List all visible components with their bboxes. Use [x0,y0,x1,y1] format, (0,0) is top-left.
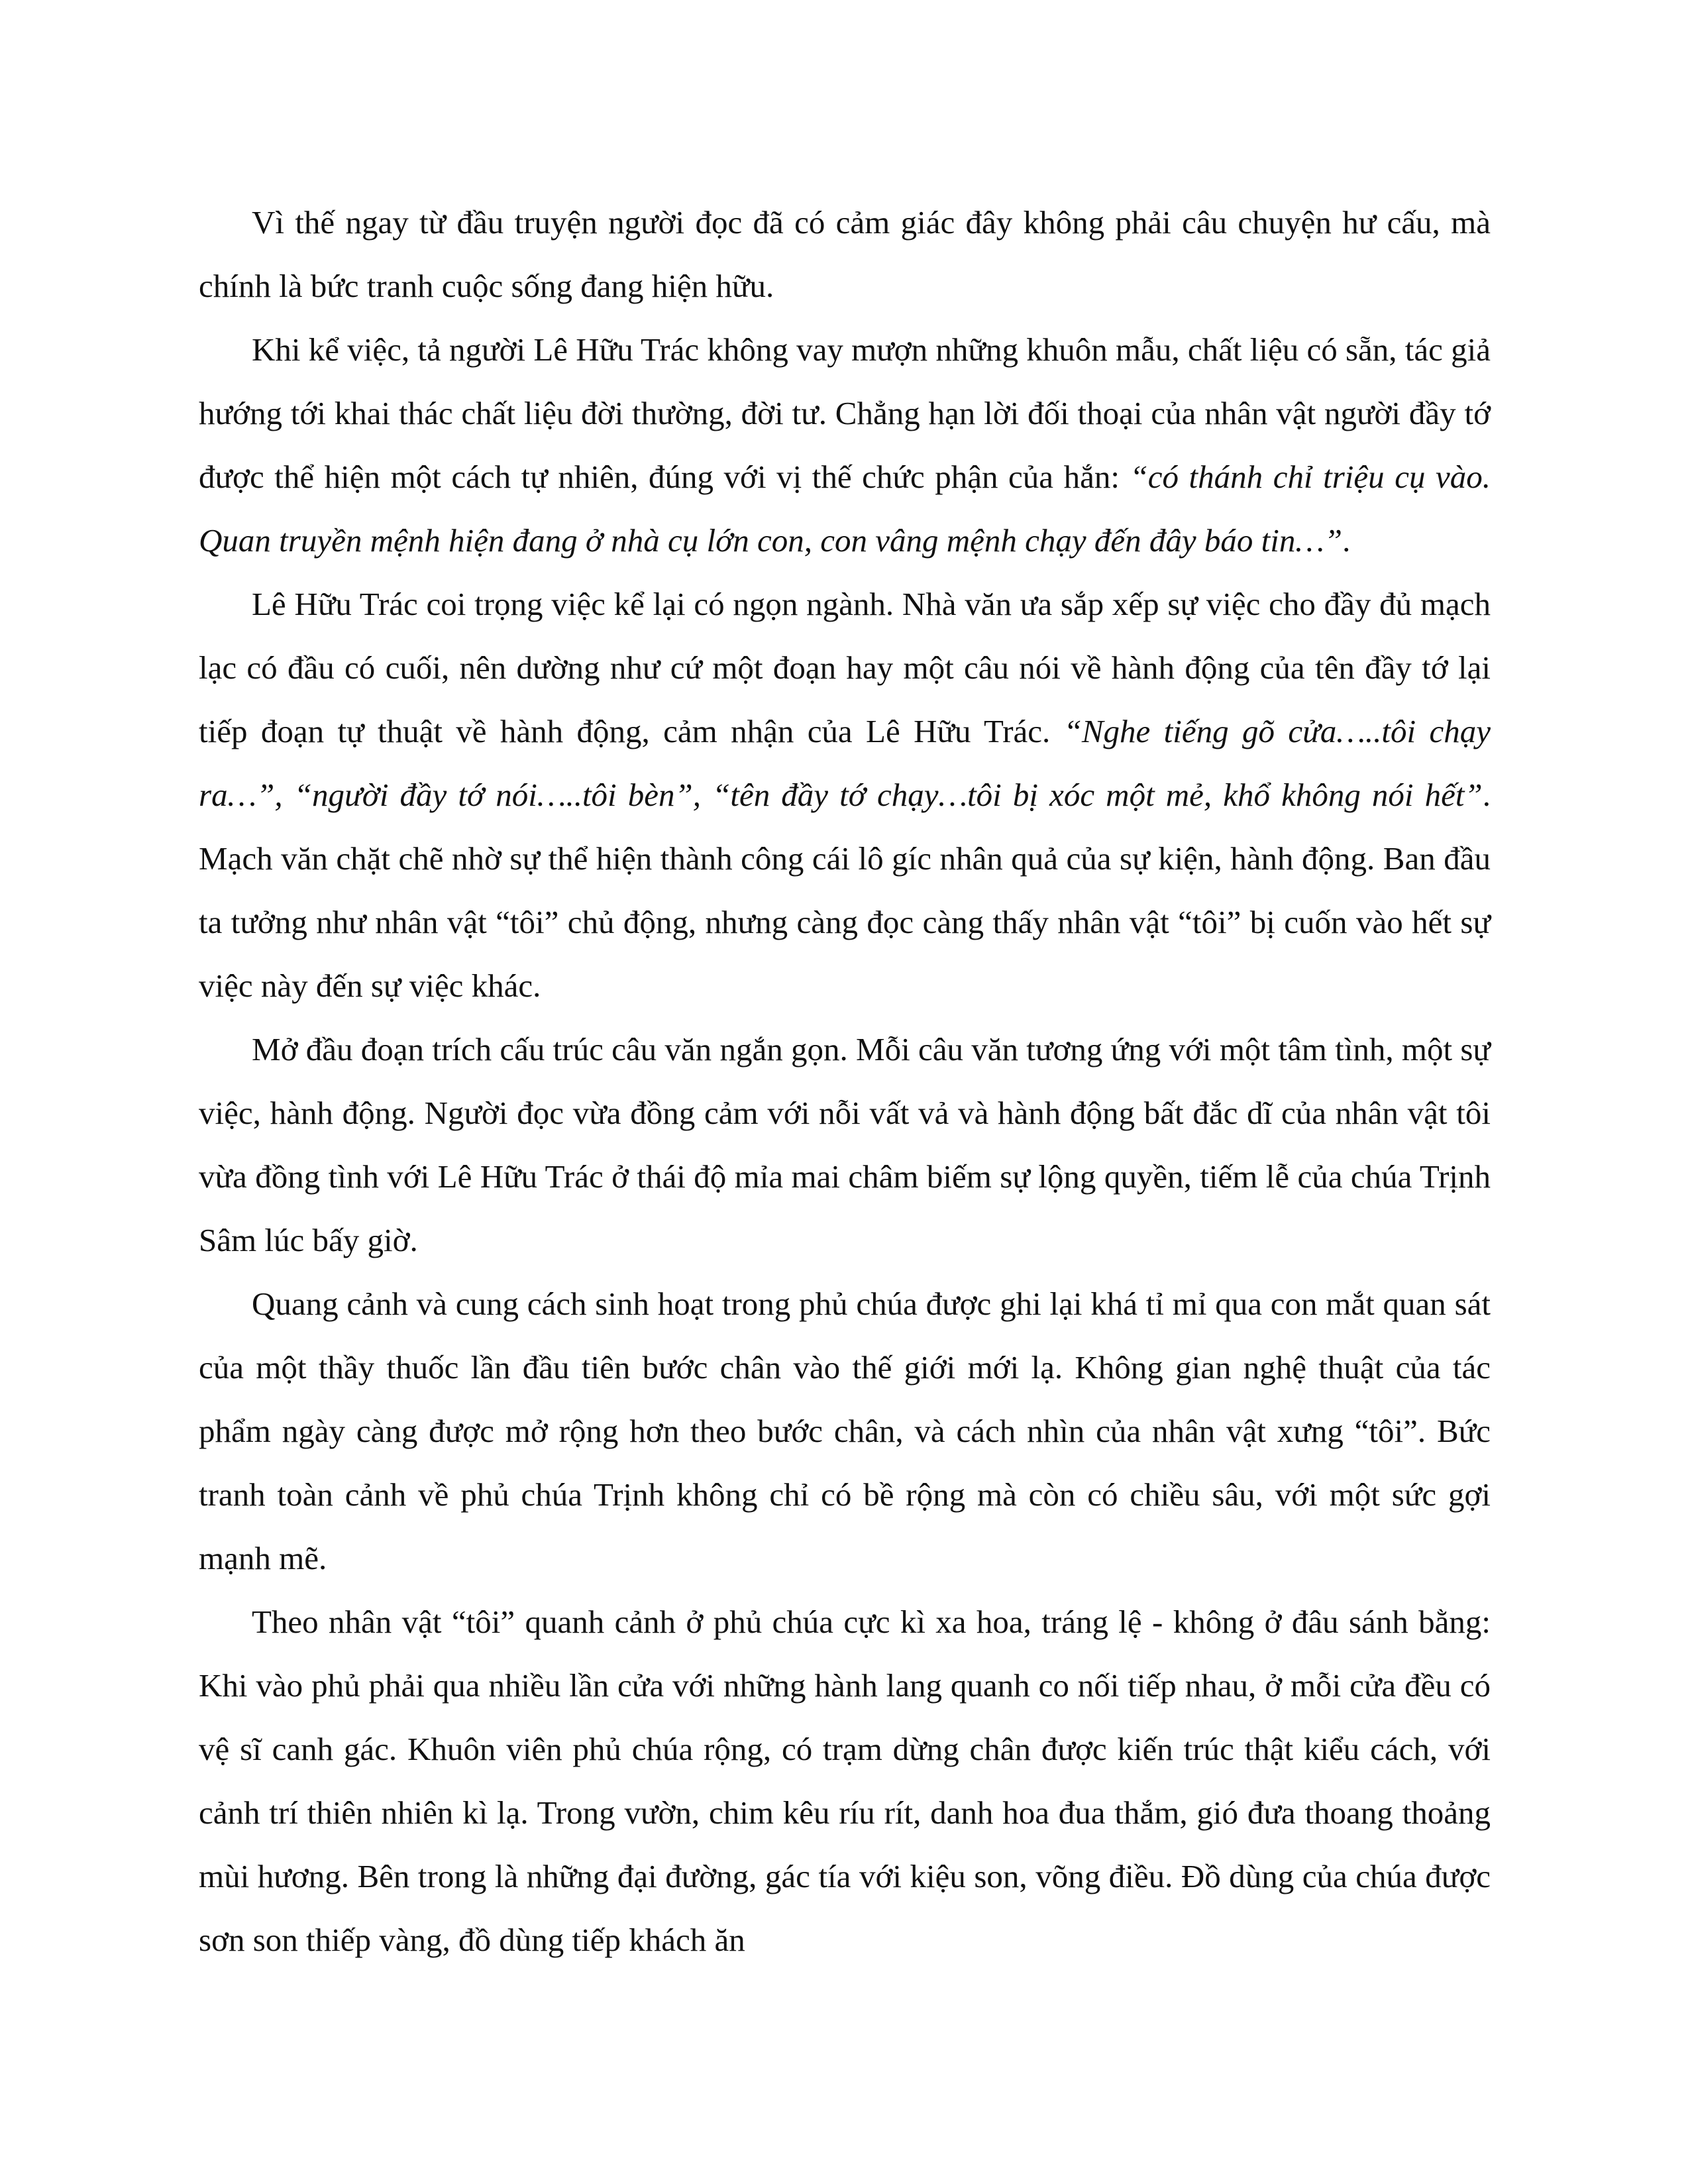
paragraph-6-text: Theo nhân vật “tôi” quanh cảnh ở phủ chúa cực kì xa hoa, tráng lệ - không ở đâu sánh bằng: Khi vào phủ phải qua nhiều lần cửa với những hành lang quanh co nối tiếp nhau, ở mỗi cửa đều có vệ sĩ canh gác. Khuôn viên phủ chúa rộng, có trạm dừng chân được kiến trúc thật kiểu cách, với cảnh trí thiên nhiên kì lạ. Trong vườn, chim kêu ríu rít, danh hoa đua thắm, gió đưa thoang thoảng mùi hương. Bên trong là những đại đường, gác tía với kiệu son, võng điều. Đồ dùng của chúa được sơn son thiếp vàng, đồ dùng tiếp khách ăn [199,1604,1491,1958]
paragraph-2-text: Khi kể việc, tả người Lê Hữu Trác không vay mượn những khuôn mẫu, chất liệu có sẵn, tác giả hướng tới khai thác chất liệu đời thường, đời tư. Chẳng hạn lời đối thoại của nhân vật người đầy tớ được thể hiện một cách tự nhiên, đúng với vị thế chức phận của hắn: [199,331,1491,495]
paragraph-5-text: Quang cảnh và cung cách sinh hoạt trong phủ chúa được ghi lại khá tỉ mỉ qua con mắt quan sát của một thầy thuốc lần đầu tiên bước chân vào thế giới mới lạ. Không gian nghệ thuật của tác phẩm ngày càng được mở rộng hơn theo bước chân, và cách nhìn của nhân vật xưng “tôi”. Bức tranh toàn cảnh về phủ chúa Trịnh không chỉ có bề rộng mà còn có chiều sâu, với một sức gợi mạnh mẽ. [199,1285,1491,1576]
paragraph-3-text: Lê Hữu Trác coi trọng việc kể lại có ngọn ngành. Nhà văn ưa sắp xếp sự việc cho đầy đủ mạch lạc có đầu có cuối, nên dường như cứ một đoạn hay một câu nói về hành động của tên đầy tớ lại tiếp đoạn tự thuật về hành động, cảm nhận của Lê Hữu Trác. [199,586,1491,749]
paragraph-3-rest: . Mạch văn chặt chẽ nhờ sự thể hiện thành công cái lô gíc nhân quả của sự kiện, hành động. Ban đầu ta tưởng như nhân vật “tôi” chủ động, nhưng càng đọc càng thấy nhân vật “tôi” bị cuốn vào hết sự việc này đến sự việc khác. [199,777,1491,1004]
paragraph-4 [199,1018,1491,1272]
document-page [199,191,1491,1972]
paragraph-3 [199,573,1491,1018]
paragraph-6 [199,1590,1491,1972]
paragraph-2-end: . [1342,522,1351,559]
paragraph-2 [199,318,1491,573]
paragraph-1-text: Vì thế ngay từ đầu truyện người đọc đã có cảm giác đây không phải câu chuyện hư cấu, mà chính là bức tranh cuộc sống đang hiện hữu. [199,204,1491,304]
paragraph-2-quote: “có thánh chỉ triệu cụ vào. Quan truyền mệnh hiện đang ở nhà cụ lớn con, con vâng mệnh chạy đến đây báo tin…” [199,459,1491,559]
paragraph-1 [199,191,1491,318]
paragraph-4-text: Mở đầu đoạn trích cấu trúc câu văn ngắn gọn. Mỗi câu văn tương ứng với một tâm tình, một sự việc, hành động. Người đọc vừa đồng cảm với nỗi vất vả và hành động bất đắc dĩ của nhân vật tôi vừa đồng tình với Lê Hữu Trác ở thái độ mỉa mai châm biếm sự lộng quyền, tiếm lễ của chúa Trịnh Sâm lúc bấy giờ. [199,1031,1491,1258]
paragraph-3-quote: “Nghe tiếng gõ cửa…..tôi chạy ra…”, “người đầy tớ nói…..tôi bèn”, “tên đầy tớ chạy…tôi bị xóc một mẻ, khổ không nói hết” [199,713,1491,813]
paragraph-5 [199,1272,1491,1590]
